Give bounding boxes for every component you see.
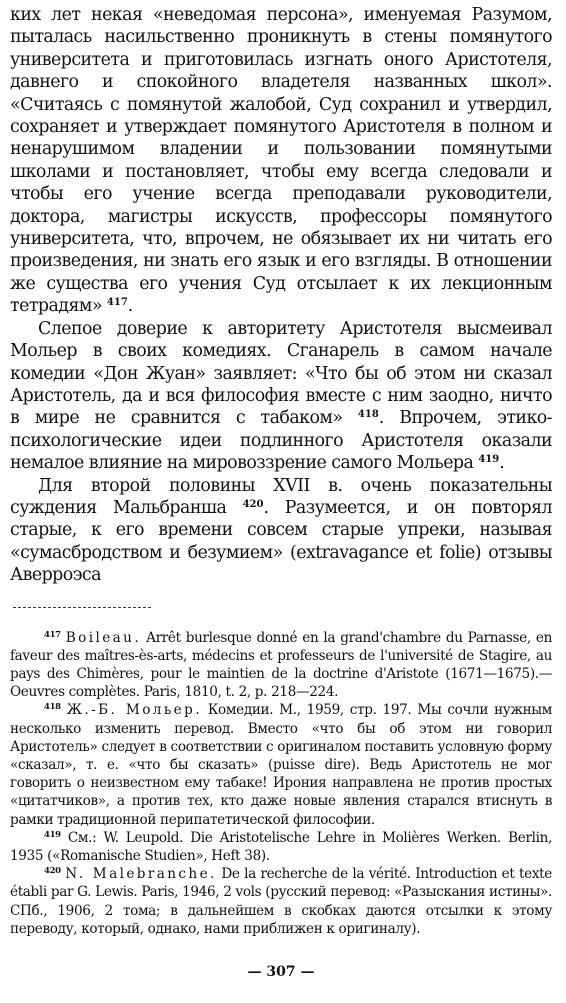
footnote-ref-418: 418 — [357, 409, 379, 421]
footnote-419 — [10, 829, 552, 865]
footnote-author: Ж.-Б. Мольер. — [66, 702, 202, 719]
paragraph-1 — [10, 4, 552, 318]
footnote-number: 419 — [44, 829, 61, 840]
paragraph-2 — [10, 318, 552, 475]
footnote-number: 417 — [44, 629, 61, 640]
footnote-ref-419: 419 — [478, 454, 500, 466]
footnote-number: 418 — [44, 702, 61, 713]
text-run: . — [499, 453, 505, 474]
footnotes — [10, 629, 552, 938]
text-run: ких лет некая «неведомая персона», именуемая Разумом, пыталась насильственно проникнуть в стены помянутого университета и приготовилась изгнать оного Аристотеля, давнего и спокойного владетеля названных школ». «Считаясь с помянутой жалобой, Суд сохранил и утвердил, сохраняет и утверждает помянутого Аристотеля в полном и ненарушимом владении и пользовании помянутыми школами и постановляет, чтобы ему всегда следовали и чтобы его учение всегда преподавали руководители, доктора, магистры искусств, профессоры помянутого университета, что, впрочем, не обязывает их ни читать его произведения, ни знать его язык и его взгляды. В отношении же существа его учения Суд отсылает к их лекционным тетрадям» — [10, 5, 552, 317]
text-run: Для второй половины XVII в. очень показательны суждения Мальбранша — [10, 475, 552, 518]
footnote-number: 420 — [44, 866, 61, 877]
footnote-418 — [10, 701, 552, 828]
page-number: — 307 — — [247, 964, 315, 981]
text-run: . — [127, 296, 133, 317]
footnote-ref-420: 420 — [242, 498, 264, 510]
main-text — [10, 4, 552, 587]
text-run: . Впрочем, этико-психологические идеи подлинного Аристотеля оказали немалое влияние на мировоззрение самого Мольера — [10, 408, 553, 474]
footnote-author: См.: W. Leupold. — [67, 829, 184, 846]
text-run: . Разумеется, и он повторял старые, к его времени совсем старые упреки, называя «сумасбродством и безумием» (extravagance et folie) отзывы Аверроэса — [10, 497, 553, 586]
footnote-text: Die Aristotelische Lehre in Molières Werken. Berlin, 1935 («Romanische Studien», Heft 38). — [10, 829, 552, 864]
footnote-ref-417: 417 — [106, 297, 128, 309]
footnote-separator — [13, 607, 151, 608]
footnote-417 — [10, 629, 552, 702]
footnote-author: N. Malebranche. — [65, 866, 217, 883]
footnote-420 — [10, 865, 552, 938]
paragraph-3 — [10, 475, 552, 587]
footnote-author: Boileau. — [65, 629, 142, 646]
footnote-text: De la recherche de la vérité. Introduction et texte établi par G. Lewis. Paris, 1946, 2 vols (русский перевод: «Разыскания истины». СПб., 1906, 2 тома; в дальнейшем в скобках даются отсылки к этому переводу, который, однако, нами приближен к оригиналу). — [10, 866, 552, 937]
book-page — [10, 4, 552, 980]
footnote-text: Arrêt burlesque donné en la grand'chambre du Parnasse, en faveur des maîtres-ès-arts, médecins et professeurs de l'université de Stagire, au pays des Chimères, pour le maintien de la doctrine d'Aristote (1671—1675).— Oeuvres complètes. Paris, 1810, t. 2, p. 218—224. — [10, 629, 552, 701]
footnote-text: Комедии. М., 1959, стр. 197. Мы сочли нужным несколько изменить перевод. Вместо «что бы об этом ни говорил Аристотель» следует в соответствии с оригиналом поставить условную форму «сказал», т. е. «что бы сказать» (puisse dire). Ведь Аристотель не мог говорить о неизвестном ему табаке! Ирония направлена не против простых «цитатчиков», а против тех, кто даже новые явления старался втиснуть в рамки традиционной перипатетической философии. — [10, 702, 552, 828]
text-run: Слепое доверие к авторитету Аристотеля высмеивал Мольер в своих комедиях. Сганарель в самом начале комедии «Дон Жуан» заявляет: «Что бы об этом ни сказал Аристотель, да и вся философия вместе с ним заодно, ничто в мире не сравнится с табаком» — [10, 318, 552, 429]
